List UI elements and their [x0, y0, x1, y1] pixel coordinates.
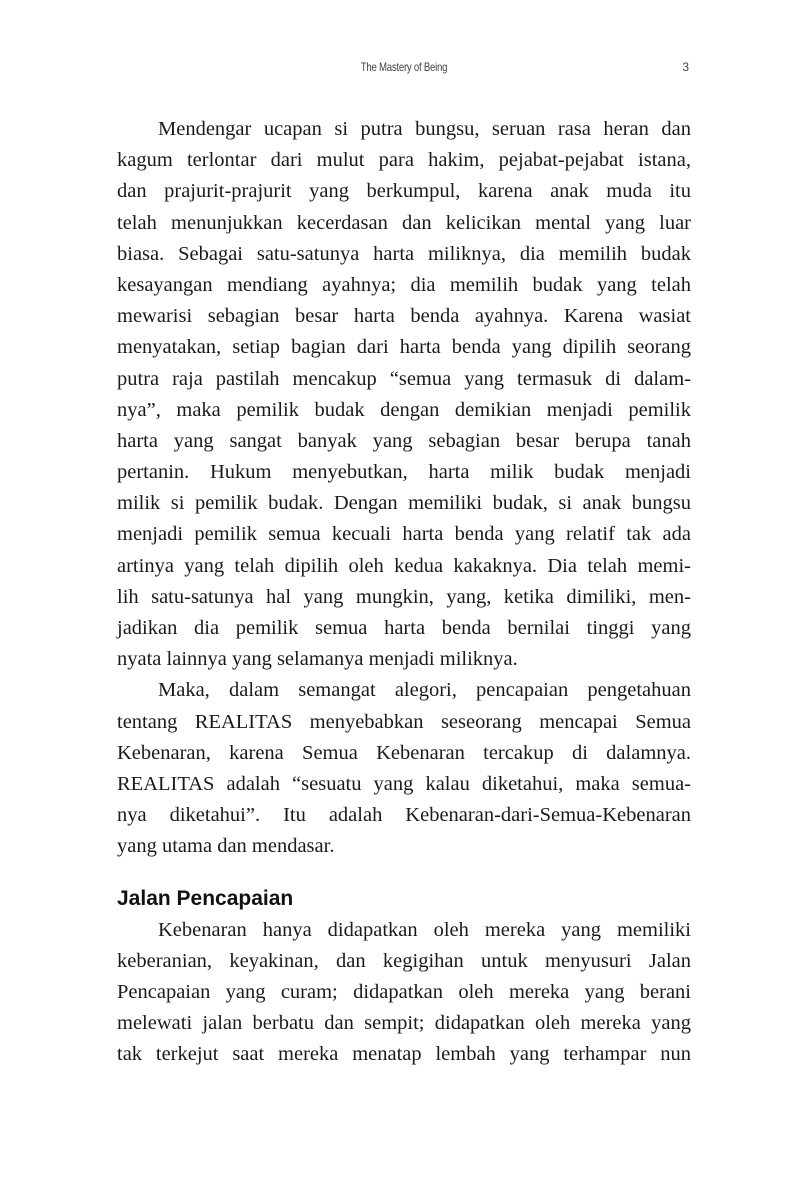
paragraph-3 — [117, 915, 691, 1071]
text-line: yang utama dan mendasar. — [117, 835, 335, 858]
paragraph-2 — [117, 675, 691, 862]
text-line: dan prajurit-prajurit yang berkumpul, karena anak muda itu — [117, 180, 691, 203]
book-title: The Mastery of Being — [360, 60, 448, 74]
text-line: nyata lainnya yang selamanya menjadi miliknya. — [117, 648, 518, 671]
paragraph-1 — [117, 114, 691, 675]
text-line: Kebenaran hanya didapatkan oleh mereka yang memiliki — [158, 918, 691, 941]
text-line: biasa. Sebagai satu-satunya harta miliknya, dia memilih budak — [117, 242, 691, 265]
text-line: Kebenaran, karena Semua Kebenaran tercakup di dalamnya. — [117, 741, 691, 764]
text-line: lih satu-satunya hal yang mungkin, yang, ketika dimiliki, men- — [117, 585, 691, 608]
text-line: pertanin. Hukum menyebutkan, harta milik budak menjadi — [117, 461, 691, 484]
text-line: telah menunjukkan kecerdasan dan kelicikan mental yang luar — [117, 211, 691, 234]
text-line: menjadi pemilik semua kecuali harta benda yang relatif tak ada — [117, 523, 691, 546]
text-line: artinya yang telah dipilih oleh kedua kakaknya. Dia telah memi- — [117, 554, 691, 577]
text-line: jadikan dia pemilik semua harta benda bernilai tinggi yang — [117, 617, 691, 639]
page-body — [117, 114, 691, 1070]
text-line: Maka, dalam semangat alegori, pencapaian pengetahuan — [158, 679, 691, 702]
text-line: milik si pemilik budak. Dengan memiliki budak, si anak bungsu — [117, 492, 691, 515]
text-line: REALITAS adalah “sesuatu yang kalau diketahui, maka semua- — [117, 772, 691, 795]
text-line: harta yang sangat banyak yang sebagian besar berupa tanah — [117, 429, 691, 452]
text-line: tak terkejut saat mereka menatap lembah yang terhampar nun — [117, 1043, 691, 1066]
text-line: tentang REALITAS menyebabkan seseorang mencapai Semua — [117, 710, 691, 733]
text-line: putra raja pastilah mencakup “semua yang termasuk di dalam- — [117, 367, 691, 390]
text-line: mewarisi sebagian besar harta benda ayahnya. Karena wasiat — [117, 305, 691, 328]
section-heading: Jalan Pencapaian — [117, 886, 294, 910]
text-line: nya”, maka pemilik budak dengan demikian menjadi pemilik — [117, 398, 691, 421]
running-header — [117, 60, 691, 78]
text-line: keberanian, keyakinan, dan kegigihan untuk menyusuri Jalan — [117, 949, 691, 972]
text-line: kagum terlontar dari mulut para hakim, pejabat-pejabat istana, — [117, 149, 691, 172]
text-line: Pencapaian yang curam; didapatkan oleh mereka yang berani — [117, 980, 691, 1003]
text-line: melewati jalan berbatu dan sempit; didapatkan oleh mereka yang — [117, 1012, 691, 1035]
text-line: menyatakan, setiap bagian dari harta benda yang dipilih seorang — [117, 336, 691, 359]
text-line: Mendengar ucapan si putra bungsu, seruan rasa heran dan — [158, 118, 691, 140]
text-line: nya diketahui”. Itu adalah Kebenaran-dari-Semua-Kebenaran — [117, 804, 691, 827]
text-line: kesayangan mendiang ayahnya; dia memilih budak yang telah — [117, 273, 691, 296]
page-number: 3 — [682, 60, 689, 74]
